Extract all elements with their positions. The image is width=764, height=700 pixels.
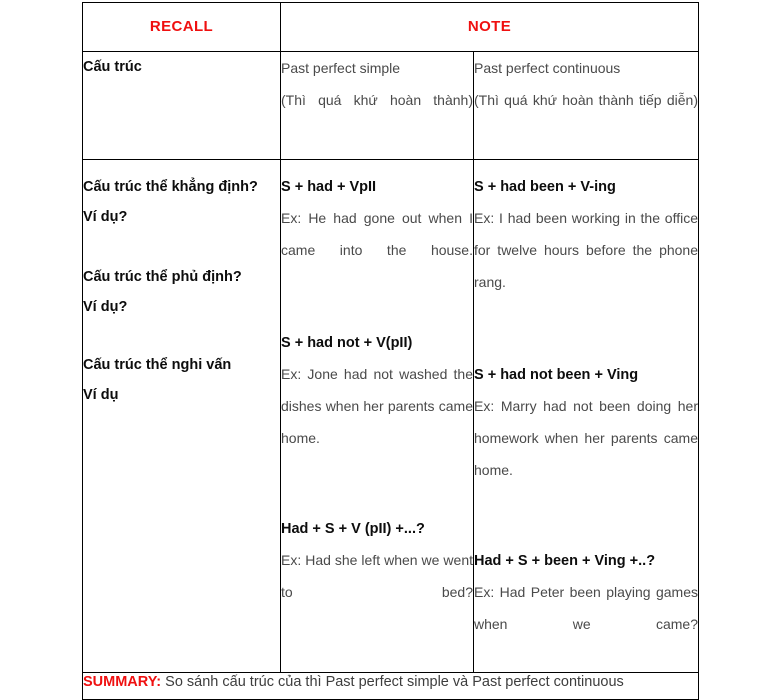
summary-text: So sánh cấu trúc của thì Past perfect simple và Past perfect continuous — [161, 674, 624, 690]
structure-simple-gloss: (Thì quá khứ hoàn thành) — [281, 92, 473, 108]
negative-prompt-group — [83, 232, 280, 322]
structure-prompt-label: Cấu trúc — [83, 59, 142, 75]
negative-continuous-formula: S + had not been + Ving — [474, 367, 639, 383]
structure-continuous-title: Past perfect continuous — [474, 60, 621, 76]
table-row-structure — [83, 52, 699, 160]
affirmative-prompt-structure: Cấu trúc thể khẳng định? — [83, 179, 258, 195]
table-row-summary — [83, 673, 699, 700]
interrogative-prompt-group — [83, 322, 280, 410]
interrogative-prompt-structure: Cấu trúc thể nghi vấn — [83, 357, 232, 373]
affirmative-simple-formula: S + had + VpII — [281, 179, 377, 195]
summary-label: SUMMARY: — [83, 674, 162, 690]
cell-structure-continuous — [474, 52, 699, 160]
cell-forms-continuous — [474, 160, 699, 673]
table-row-forms-block — [83, 160, 699, 673]
interrogative-simple-example: Ex: Had she left when we went to bed? — [281, 552, 473, 600]
structure-continuous-gloss: (Thì quá khứ hoàn thành tiếp diễn) — [474, 92, 698, 108]
affirmative-simple-group — [281, 160, 473, 298]
cell-forms-simple — [281, 160, 474, 673]
negative-prompt-structure: Cấu trúc thể phủ định? — [83, 269, 242, 285]
header-cell-note — [281, 3, 699, 52]
structure-simple-title: Past perfect simple — [281, 60, 401, 76]
negative-prompt-example: Ví dụ? — [83, 299, 128, 315]
cell-structure-simple — [281, 52, 474, 160]
interrogative-prompt-example: Ví dụ — [83, 387, 119, 403]
interrogative-continuous-example: Ex: Had Peter been playing games when we came? — [474, 584, 698, 632]
header-label-note: NOTE — [467, 18, 512, 35]
interrogative-continuous-group — [474, 518, 698, 672]
interrogative-simple-formula: Had + S + V (pII) +...? — [281, 521, 425, 537]
cell-structure-prompt — [83, 52, 281, 160]
cell-forms-prompts — [83, 160, 281, 673]
header-label-recall: RECALL — [149, 18, 214, 35]
interrogative-simple-group — [281, 486, 473, 640]
affirmative-continuous-formula: S + had been + V-ing — [474, 179, 616, 195]
negative-continuous-example: Ex: Marry had not been doing her homework when her parents came home. — [474, 398, 698, 478]
negative-simple-example: Ex: Jone had not washed the dishes when her parents came home. — [281, 366, 473, 446]
negative-continuous-group — [474, 330, 698, 518]
affirmative-continuous-group — [474, 160, 698, 330]
negative-simple-formula: S + had not + V(pII) — [281, 335, 413, 351]
grammar-comparison-table — [82, 2, 699, 700]
cell-summary — [83, 673, 699, 700]
affirmative-prompt-example: Ví dụ? — [83, 209, 128, 225]
affirmative-prompt-group — [83, 160, 280, 232]
table-header-row — [83, 3, 699, 52]
affirmative-simple-example: Ex: He had gone out when I came into the house. — [281, 210, 473, 258]
header-cell-recall — [83, 3, 281, 52]
negative-simple-group — [281, 298, 473, 486]
interrogative-continuous-formula: Had + S + been + Ving +..? — [474, 553, 656, 569]
affirmative-continuous-example: Ex: I had been working in the office for twelve hours before the phone rang. — [474, 210, 698, 290]
